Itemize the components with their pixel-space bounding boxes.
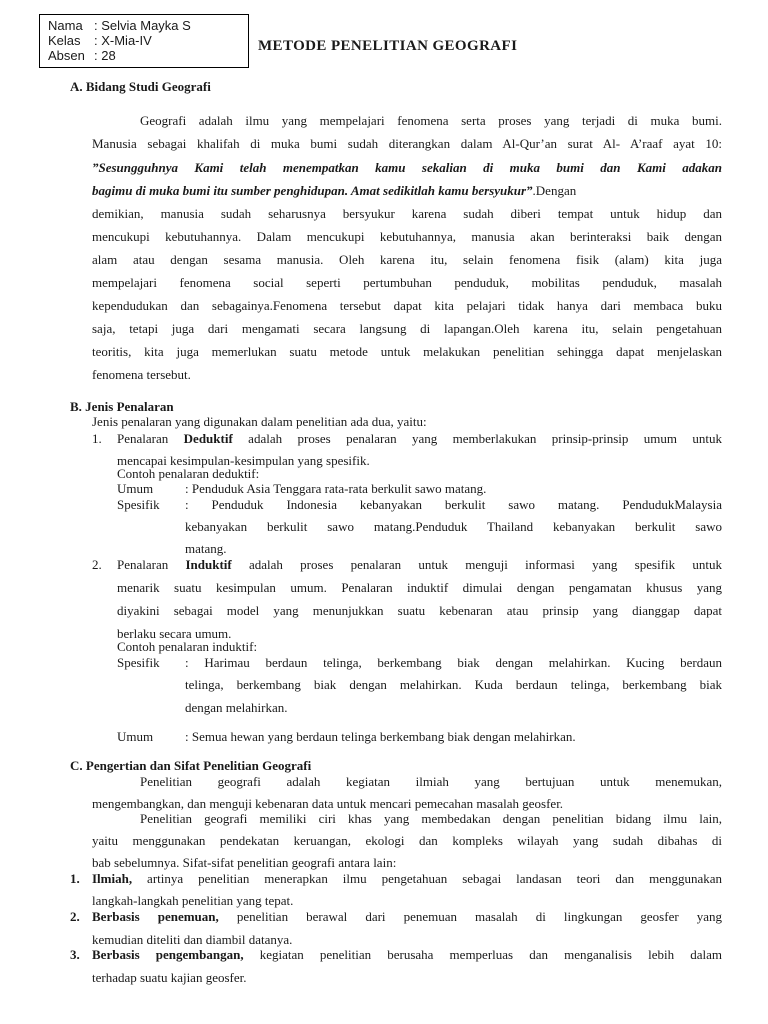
sifat-item-line: langkah-langkah penelitian yang tepat. bbox=[92, 893, 294, 908]
sifat-item-line: terhadap suatu kajian geosfer. bbox=[92, 970, 247, 985]
contoh-induktif: Contoh penalaran induktif: bbox=[117, 639, 258, 654]
sifat-term: Ilmiah, bbox=[92, 871, 133, 886]
quote-follow: .Dengan bbox=[532, 183, 577, 198]
deduktif-line bbox=[117, 431, 722, 447]
absen-line bbox=[48, 48, 116, 63]
section-a-line: teoritis, kita juga memerlukan suatu metode untuk melakukan penelitian sehingga dapat menjelaskan bbox=[92, 344, 722, 359]
spesifik-text: dengan melahirkan. bbox=[185, 700, 288, 715]
deduktif-line: mencapai kesimpulan-kesimpulan yang spesifik. bbox=[117, 453, 370, 468]
induktif-line: menarik suatu kesimpulan umum. Penalaran induktif dimulai dengan pengamatan khusus yang bbox=[117, 580, 722, 595]
section-c-line: bab sebelumnya. Sifat-sifat penelitian geografi antara lain: bbox=[92, 855, 397, 870]
section-a-heading: A. Bidang Studi Geografi bbox=[70, 79, 211, 94]
list-number: 2. bbox=[70, 909, 80, 924]
section-c-line: mengembangkan, dan menguji kebenaran data untuk mencari pemecahan masalah geosfer. bbox=[92, 796, 564, 811]
sifat-item-line: kemudian diteliti dan diambil datanya. bbox=[92, 932, 293, 947]
absen-label: Absen bbox=[48, 48, 85, 63]
document-title: METODE PENELITIAN GEOGRAFI bbox=[258, 38, 518, 54]
spesifik-text: : Harimau berdaun telinga, berkembang biak dengan melahirkan. Kucing berdaun bbox=[185, 655, 722, 670]
nama-label: Nama bbox=[48, 18, 83, 33]
sifat-term: Berbasis pengembangan, bbox=[92, 947, 244, 962]
umum-label: Umum bbox=[117, 481, 154, 496]
list-number: 1. bbox=[92, 431, 102, 446]
section-a-line: mencukupi kebutuhannya. Dalam mencukupi kebutuhannya, manusia akan berinteraksi baik dengan bbox=[92, 229, 722, 244]
section-c-heading: C. Pengertian dan Sifat Penelitian Geografi bbox=[70, 758, 312, 773]
section-c-line: yaitu menggunakan pendekatan keruangan, ekologi dan kompleks wilayah yang sudah dibahas di bbox=[92, 833, 722, 848]
section-b-heading: B. Jenis Penalaran bbox=[70, 399, 174, 414]
spesifik-text: telinga, berkembang biak dengan melahirkan. Kuda berdaun telinga, berkembang biak bbox=[185, 677, 722, 692]
section-b-intro: Jenis penalaran yang digunakan dalam penelitian ada dua, yaitu: bbox=[92, 414, 427, 429]
section-a-line: mempelajari fenomena social seperti pertumbuhan penduduk, mobilitas penduduk, masalah bbox=[92, 275, 722, 290]
section-a-line: fenomena tersebut. bbox=[92, 367, 191, 382]
induktif-line bbox=[117, 557, 722, 573]
text: Penalaran bbox=[117, 557, 186, 572]
text: kegiatan penelitian berusaha memperluas dan menganalisis lebih dalam bbox=[243, 947, 722, 962]
list-number: 3. bbox=[70, 947, 80, 962]
sifat-item bbox=[92, 909, 722, 925]
deduktif-term: Deduktif bbox=[183, 431, 233, 446]
section-a-line: Geografi adalah ilmu yang mempelajari fenomena serta proses yang terjadi di muka bumi. bbox=[140, 113, 722, 128]
list-number: 1. bbox=[70, 871, 80, 886]
induktif-line: berlaku secara umum. bbox=[117, 626, 232, 641]
absen-value: : 28 bbox=[94, 48, 116, 63]
text: Penalaran bbox=[117, 431, 184, 446]
nama-value: : Selvia Mayka S bbox=[94, 18, 191, 33]
kelas-label: Kelas bbox=[48, 33, 81, 48]
section-c-line: Penelitian geografi memiliki ciri khas yang membedakan dengan penelitian bidang ilmu lain, bbox=[140, 811, 722, 826]
spesifik-text: : Penduduk Indonesia kebanyakan berkulit sawo matang. PendudukMalaysia bbox=[185, 497, 722, 512]
kelas-line bbox=[48, 33, 152, 48]
induktif-line: diyakini sebagai model yang menunjukkan suatu kebenaran atau prinsip yang dianggap dapat bbox=[117, 603, 722, 618]
section-a-line: demikian, manusia sudah seharusnya bersyukur karena sudah diberi tempat untuk hidup dan bbox=[92, 206, 722, 221]
umum-text: : Semua hewan yang berdaun telinga berkembang biak dengan melahirkan. bbox=[185, 729, 576, 744]
text: artinya penelitian menerapkan ilmu pengetahuan sebagai landasan teori dan menggunakan bbox=[132, 871, 722, 886]
spesifik-text: matang. bbox=[185, 541, 227, 556]
section-a-quote-line: ”Sesungguhnya Kami telah menempatkan kamu sekalian di muka bumi dan Kami adakan bbox=[92, 160, 722, 175]
section-a-line: Manusia sebagai khalifah di muka bumi sudah diterangkan dalam Al-Qur’an surat Al- A’raaf ayat 10: bbox=[92, 136, 722, 151]
spesifik-label: Spesifik bbox=[117, 655, 160, 670]
section-a-line: kependudukan dan sebagainya.Fenomena tersebut dapat kita pelajari tidak hanya dari membaca buku bbox=[92, 298, 722, 313]
text: adalah proses penalaran untuk menguji informasi yang spesifik untuk bbox=[231, 557, 722, 572]
quote-end: bagimu di muka bumi itu sumber penghidupan. Amat sedikitlah kamu bersyukur” bbox=[92, 183, 533, 198]
section-c-line: Penelitian geografi adalah kegiatan ilmiah yang bertujuan untuk menemukan, bbox=[140, 774, 722, 789]
spesifik-label: Spesifik bbox=[117, 497, 160, 512]
identity-box bbox=[39, 14, 249, 68]
sifat-item bbox=[92, 871, 722, 887]
section-a-line: saja, tetapi juga dari mengamati secara langsung di lapangan.Oleh karena itu, selain pengetahuan bbox=[92, 321, 722, 336]
list-number: 2. bbox=[92, 557, 102, 572]
kelas-value: : X-Mia-IV bbox=[94, 33, 152, 48]
contoh-deduktif: Contoh penalaran deduktif: bbox=[117, 466, 260, 481]
section-a-quote-line bbox=[92, 183, 576, 199]
sifat-term: Berbasis penemuan, bbox=[92, 909, 219, 924]
sifat-item bbox=[92, 947, 722, 963]
umum-label: Umum bbox=[117, 729, 154, 744]
umum-text: : Penduduk Asia Tenggara rata-rata berkulit sawo matang. bbox=[185, 481, 487, 496]
text: adalah proses penalaran yang memberlakukan prinsip-prinsip umum untuk bbox=[232, 431, 722, 446]
nama-line bbox=[48, 18, 191, 33]
induktif-term: Induktif bbox=[185, 557, 232, 572]
text: penelitian berawal dari penemuan masalah di lingkungan geosfer yang bbox=[218, 909, 722, 924]
spesifik-text: kebanyakan berkulit sawo matang.Penduduk Thailand kebanyakan berkulit sawo bbox=[185, 519, 722, 534]
section-a-line: alam atau dengan sesama manusia. Oleh karena itu, selain fenomena fisik (alam) kita juga bbox=[92, 252, 722, 267]
